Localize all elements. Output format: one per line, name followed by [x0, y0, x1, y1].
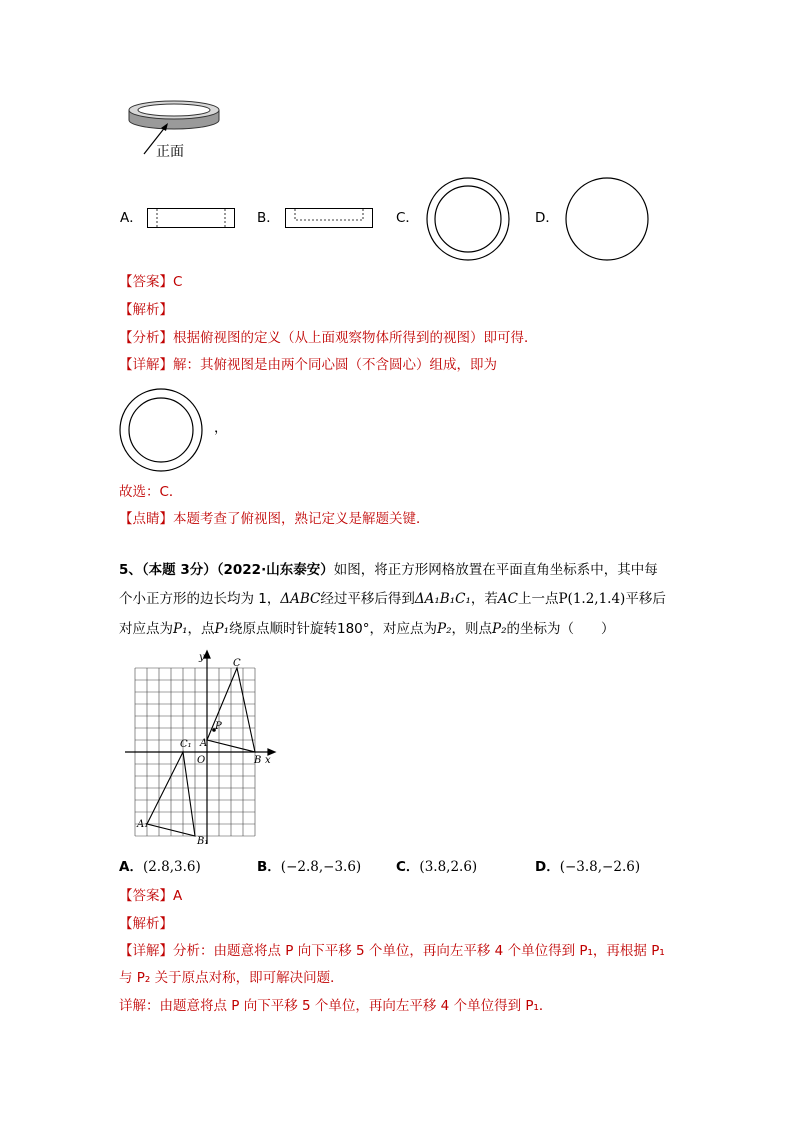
- dianjing-text: 本题考查了俯视图，熟记定义是解题关键．: [173, 511, 430, 527]
- q5-score: （本题 3分）: [141, 562, 217, 578]
- after-figure-comma: ，: [214, 420, 228, 436]
- q5-line2: [119, 589, 666, 609]
- answer-value: C: [173, 274, 183, 290]
- option-a-figure: [147, 208, 237, 230]
- q5-option-b-value: (−2.8,−3.6): [280, 859, 362, 875]
- q5-detail-line1: [119, 941, 665, 961]
- q5-line3-c: 绕原点顺时针旋转180°，对应点为: [229, 621, 438, 637]
- q4-choose: 故选：C．: [119, 484, 183, 500]
- q5-p1: P₁: [173, 621, 188, 637]
- q5-line3-a: 对应点为: [119, 621, 173, 637]
- option-a-letter: A．: [120, 210, 143, 226]
- fenxi-tag: 【分析】: [119, 330, 173, 346]
- option-b-letter: B．: [257, 210, 280, 226]
- q5-answer-tag: 【答案】: [119, 888, 173, 904]
- q5-option-b-letter: B．: [257, 859, 281, 875]
- q5-option-b: [257, 857, 361, 877]
- dianjing-tag: 【点睛】: [119, 511, 173, 527]
- q5-p1b: P₁: [214, 621, 229, 637]
- q5-option-c: [396, 857, 477, 877]
- q5-line2-c: ，若: [470, 591, 498, 607]
- option-c-letter: C．: [396, 210, 419, 226]
- label-o: O: [197, 755, 206, 766]
- q5-line3: [119, 619, 615, 639]
- q5-line2-d: 上一点: [517, 591, 559, 607]
- q4-detail-line: [119, 355, 497, 375]
- q5-line1-text: 如图，将正方形网格放置在平面直角坐标系中，其中每: [333, 562, 658, 578]
- q5-detail-line2: 与 P₂ 关于原点对称，即可解决问题．: [119, 970, 344, 986]
- label-a1: A₁: [137, 819, 149, 830]
- label-p: P: [215, 721, 222, 732]
- q5-tri1: ΔABC: [280, 591, 321, 607]
- option-d-letter: D．: [535, 210, 559, 226]
- q5-line2-a: 个小正方形的边长均为 1，: [119, 591, 281, 607]
- q5-p2: P₂: [437, 621, 452, 637]
- fenxi-text: 根据俯视图的定义（从上面观察物体所得到的视图）即可得．: [173, 330, 538, 346]
- q5-option-a: [119, 857, 201, 877]
- label-y: y: [199, 652, 205, 663]
- label-c: C: [233, 658, 241, 669]
- label-b: B: [254, 755, 262, 766]
- q4-analysis-tag: 【解析】: [119, 302, 173, 318]
- q5-option-c-letter: C．: [396, 859, 420, 875]
- q5-option-d: [535, 857, 640, 877]
- q5-option-d-value: (−3.8,−2.6): [559, 859, 641, 875]
- label-x: x: [265, 755, 271, 766]
- q5-option-c-value: (3.8,2.6): [419, 859, 478, 875]
- label-a: A: [200, 738, 208, 749]
- q5-source: （2022·山东泰安）: [216, 562, 334, 578]
- front-label: 正面: [156, 144, 184, 160]
- q5-line3-b: ，点: [187, 621, 215, 637]
- label-b1: B₁: [197, 836, 209, 847]
- detail-tag: 【详解】: [119, 357, 173, 373]
- q5-analysis-tag: 【解析】: [119, 916, 173, 932]
- q5-line2-b: 经过平移后得到: [320, 591, 415, 607]
- q5-seg: AC: [497, 591, 518, 607]
- q5-detail-line3: 详解：由题意将点 P 向下平移 5 个单位，再向左平移 4 个单位得到 P₁．: [119, 998, 553, 1014]
- concentric-circles-figure: [119, 388, 205, 474]
- q5-p2b: P₂: [492, 621, 507, 637]
- coordinate-grid-figure: [125, 648, 280, 848]
- q5-option-a-letter: A．: [119, 859, 143, 875]
- q5-answer-value: A: [173, 888, 183, 904]
- q5-tri2: ΔA₁B₁C₁: [414, 591, 471, 607]
- q5-answer-line: [119, 886, 182, 906]
- q5-number: 5、: [119, 562, 142, 578]
- option-c-figure: [426, 177, 512, 263]
- q5-line1: [119, 560, 658, 580]
- answer-tag: 【答案】: [119, 274, 173, 290]
- q5-point-p: P(1.2,1.4): [558, 591, 626, 607]
- q5-line3-e: 的坐标为（ ）: [506, 621, 615, 637]
- q4-dianjing-line: [119, 509, 430, 529]
- q5-line3-d: ，则点: [451, 621, 493, 637]
- q5-option-a-value: (2.8,3.6): [142, 859, 201, 875]
- option-b-figure: [285, 208, 375, 230]
- q4-answer-line: [119, 272, 182, 292]
- label-c1: C₁: [180, 739, 192, 750]
- q5-option-d-letter: D．: [535, 859, 560, 875]
- q4-fenxi-line: [119, 328, 538, 348]
- option-d-figure: [565, 177, 651, 263]
- detail-text: 解：其俯视图是由两个同心圆（不含圆心）组成，即为: [173, 357, 497, 373]
- q5-line2-e: 平移后: [625, 591, 666, 607]
- q5-detail-text1: 分析：由题意将点 P 向下平移 5 个单位，再向左平移 4 个单位得到 P₁，再根据 P₁: [173, 943, 665, 959]
- q5-detail-tag: 【详解】: [119, 943, 173, 959]
